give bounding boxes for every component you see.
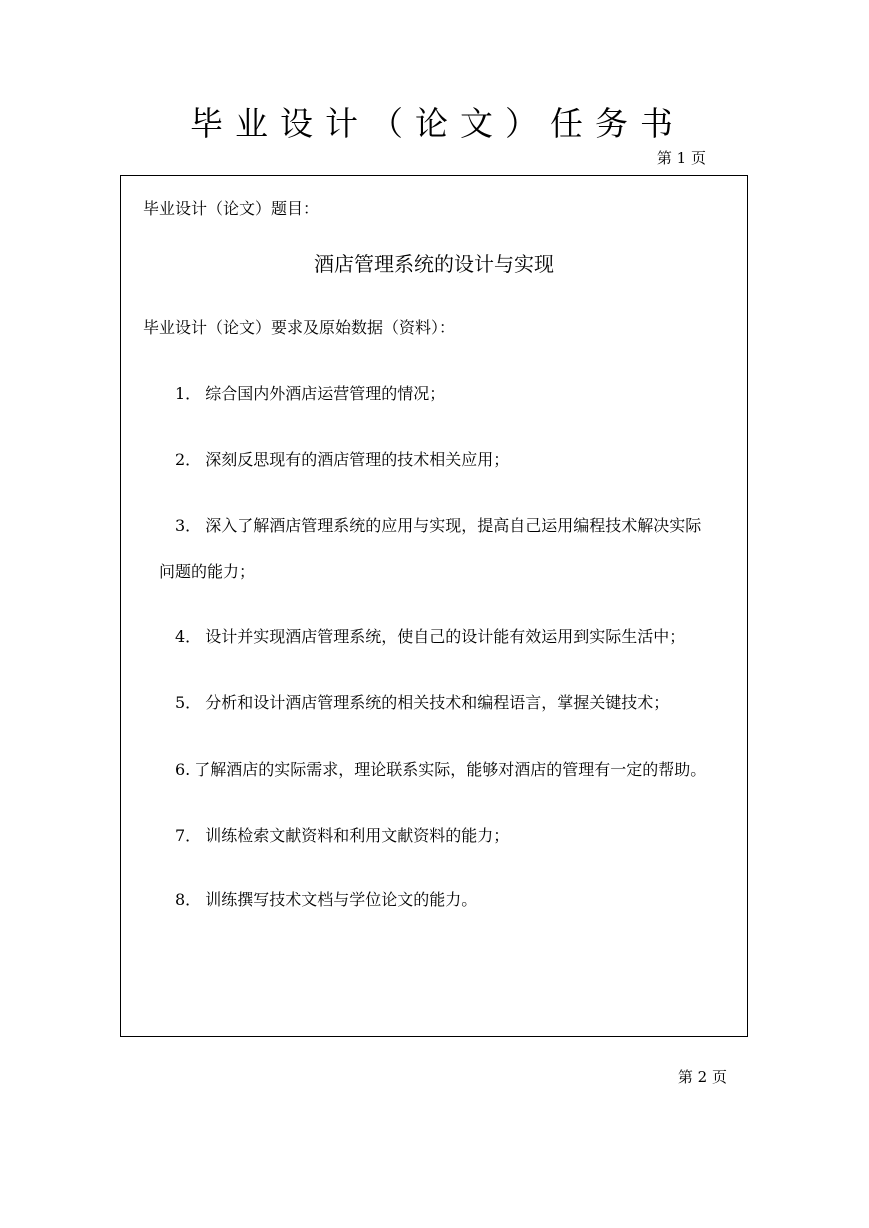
requirement-number: 5． bbox=[175, 693, 202, 712]
requirement-item-1 bbox=[175, 383, 445, 405]
requirement-text: 深刻反思现有的酒店管理的技术相关应用； bbox=[205, 450, 510, 469]
requirement-item-2 bbox=[175, 449, 509, 471]
requirement-item-6 bbox=[175, 759, 706, 781]
task-form-box bbox=[120, 175, 748, 1037]
requirements-label: 毕业设计（论文）要求及原始数据（资料）： bbox=[143, 318, 456, 337]
requirement-item-3-continuation: 问题的能力； bbox=[159, 562, 256, 581]
requirement-number: 8． bbox=[175, 890, 202, 909]
requirement-number: 2． bbox=[175, 450, 202, 469]
requirement-text: 训练撰写技术文档与学位论文的能力。 bbox=[205, 890, 478, 909]
requirement-text: 深入了解酒店管理系统的应用与实现，提高自己运用编程技术解决实际 bbox=[205, 516, 702, 535]
requirement-number: 6. bbox=[175, 760, 191, 779]
requirement-text: 了解酒店的实际需求，理论联系实际，能够对酒店的管理有一定的帮助。 bbox=[194, 760, 707, 779]
requirement-item-4 bbox=[175, 626, 685, 648]
requirement-number: 1． bbox=[175, 384, 202, 403]
page-number-bottom: 第 2 页 bbox=[677, 1068, 727, 1086]
requirement-item-8 bbox=[175, 889, 477, 911]
requirement-text: 训练检索文献资料和利用文献资料的能力； bbox=[205, 826, 510, 845]
requirement-text: 分析和设计酒店管理系统的相关技术和编程语言，掌握关键技术； bbox=[205, 693, 670, 712]
page-number-top: 第 1 页 bbox=[656, 149, 706, 167]
requirement-text: 设计并实现酒店管理系统，使自己的设计能有效运用到实际生活中； bbox=[205, 627, 686, 646]
requirement-item-7 bbox=[175, 825, 509, 847]
requirement-number: 7． bbox=[175, 826, 202, 845]
document-title: 毕业设计（论文）任务书 bbox=[190, 104, 685, 143]
requirement-number: 3． bbox=[175, 516, 202, 535]
requirement-text: 综合国内外酒店运营管理的情况； bbox=[205, 384, 446, 403]
requirement-item-3 bbox=[175, 515, 701, 537]
thesis-topic: 酒店管理系统的设计与实现 bbox=[314, 252, 554, 276]
requirement-item-5 bbox=[175, 692, 669, 714]
topic-label: 毕业设计（论文）题目： bbox=[143, 199, 320, 218]
requirement-number: 4． bbox=[175, 627, 202, 646]
